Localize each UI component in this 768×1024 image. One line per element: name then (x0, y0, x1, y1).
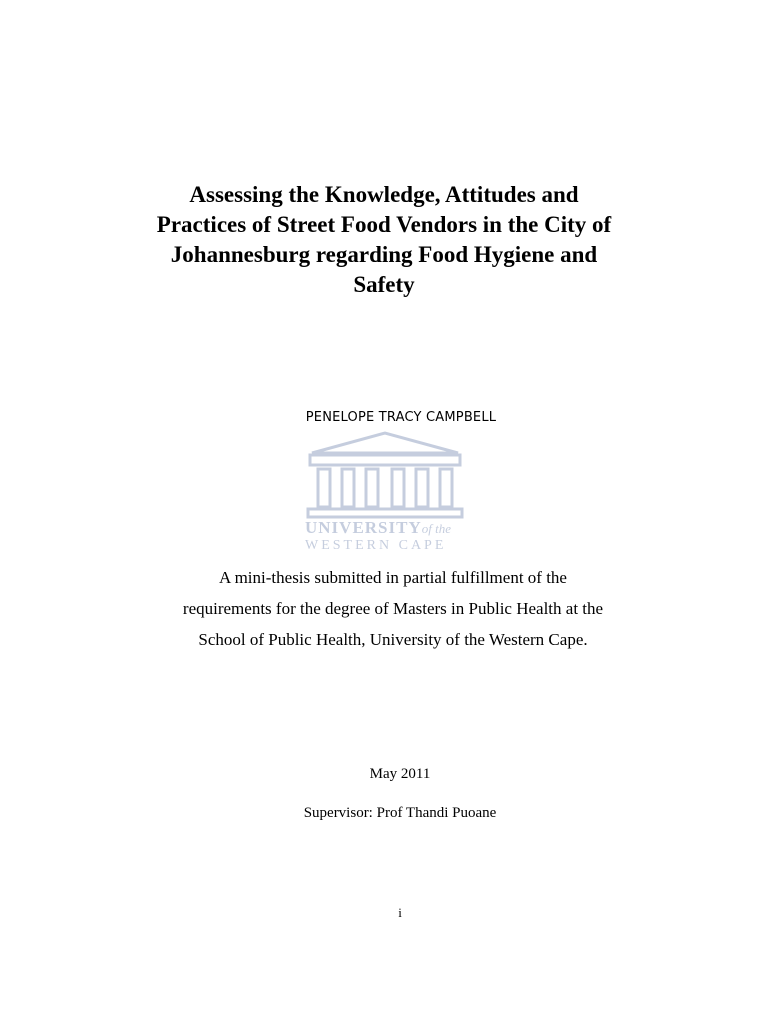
title-line: Assessing the Knowledge, Attitudes and (189, 182, 579, 207)
university-watermark (300, 425, 470, 565)
page-number: i (398, 905, 402, 920)
title-line: Johannesburg regarding Food Hygiene and (170, 242, 598, 267)
submission-line: School of Public Health, University of the Western Cape. (198, 630, 588, 649)
submission-line: requirements for the degree of Masters in Public Health at the (182, 599, 604, 618)
title-line: Safety (353, 272, 415, 297)
submission-date: May 2011 (369, 766, 431, 782)
watermark-western-cape-text: WESTERN CAPE (305, 538, 447, 553)
thesis-title (0, 180, 768, 300)
university-building-icon (300, 425, 470, 520)
submission-line: A mini-thesis submitted in partial fulfillment of the (219, 568, 567, 587)
title-line: Practices of Street Food Vendors in the City of (156, 212, 612, 237)
submission-statement (0, 562, 768, 655)
author-name: PENELOPE TRACY CAMPBELL (305, 410, 497, 425)
watermark-university-text: UNIVERSITYof the (305, 518, 451, 537)
supervisor-line: Supervisor: Prof Thandi Puoane (303, 805, 497, 821)
